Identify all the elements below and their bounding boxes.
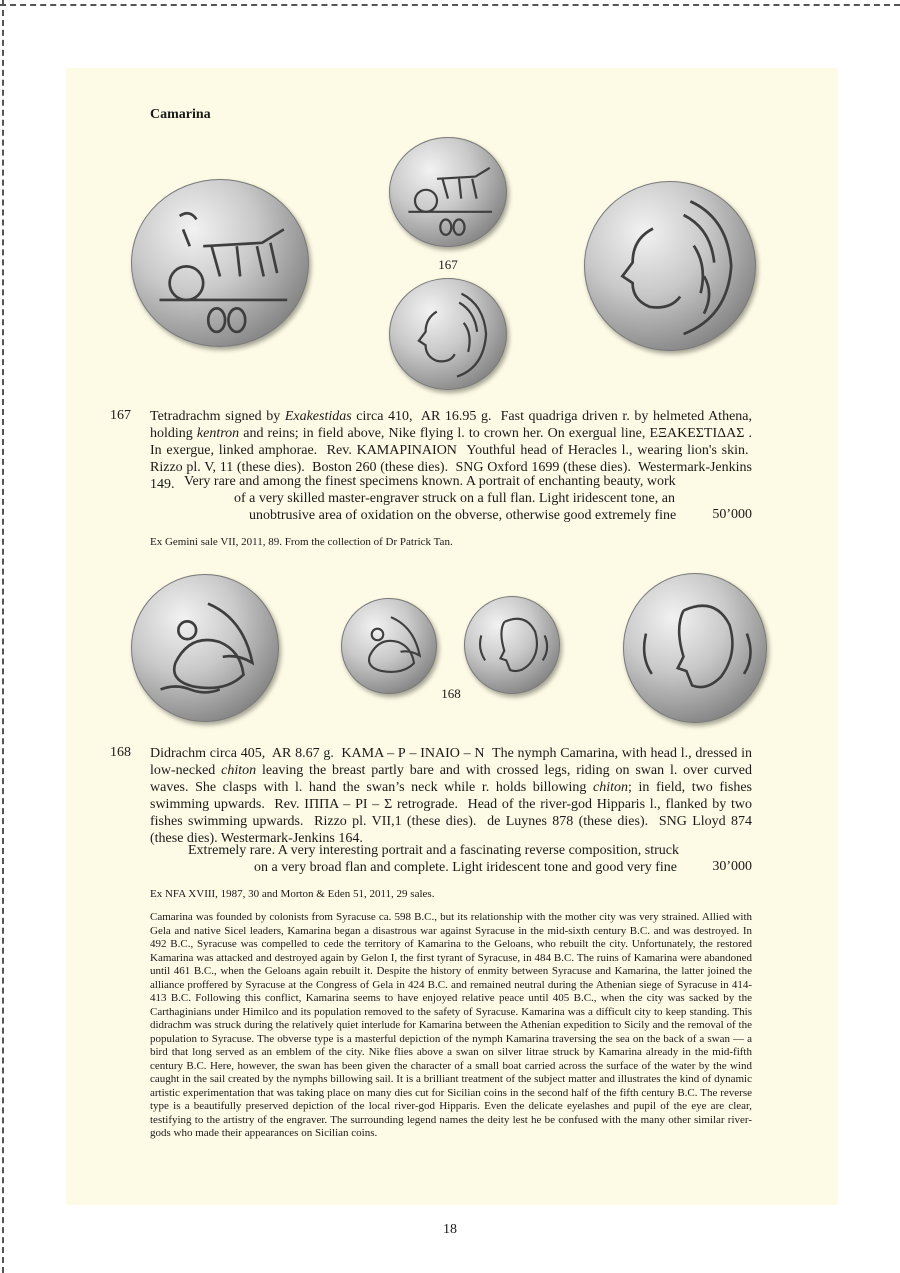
page-border-top (0, 4, 900, 6)
image-label-167: 167 (438, 257, 458, 272)
river-god-head-icon (623, 573, 767, 723)
lot-168-condition-line-1: Extremely rare. A very interesting portrait and a fascinating reverse composition, struck (188, 843, 680, 858)
coin-167-reverse-small (389, 278, 507, 390)
lot-167-provenance: Ex Gemini sale VII, 2011, 89. From the collection of Dr Patrick Tan. (150, 536, 453, 548)
nymph-on-swan-icon (341, 598, 437, 694)
coin-167-obverse-small (389, 137, 507, 247)
heracles-head-icon (584, 181, 756, 351)
lot-168-provenance: Ex NFA XVIII, 1987, 30 and Morton & Eden 51, 2011, 29 sales. (150, 888, 435, 900)
coin-168-obverse-small (341, 598, 437, 694)
section-title: Camarina (150, 107, 211, 122)
coin-168-obverse-large (131, 574, 279, 722)
lot-168-description: Didrachm circa 405, AR 8.67 g. ΚΑΜΑ – Ρ – ΙΝΑΙΟ – Ν The nymph Camarina, with head l., dressed in low-necked chiton leaving the breast partly bare and with crossed legs, riding on swan l. over curved waves. She clasps with l. hand the swan’s neck while r. holds billowing chiton; in field, two fishes swimming upwards. Rev. ΙΠΠΑ – ΡΙ – Σ retrograde. Head of the river-god Hipparis l., flanked by two fishes swimming upwards. Rizzo pl. VII,1 (these dies). de Luynes 878 (these dies). SNG Lloyd 874 (these dies). Westermark-Jenkins 164. (150, 746, 752, 846)
lot-167-price: 50’000 (712, 507, 752, 522)
image-label-168: 168 (441, 686, 461, 701)
heracles-head-icon (389, 278, 507, 390)
river-god-head-icon (464, 596, 560, 694)
page-number: 18 (443, 1222, 457, 1237)
coin-168-reverse-small (464, 596, 560, 694)
lot-167-condition-line-2: of a very skilled master-engraver struck on a full flan. Light iridescent tone, an (234, 491, 675, 506)
coin-167-obverse-large (131, 179, 309, 347)
essay-paragraph: Camarina was founded by colonists from Syracuse ca. 598 B.C., but its relationship with the mother city was very strained. Allied with Gela and native Sicel leaders, Kamarina began a disastrous war against Syracuse in the mid-sixth century B.C. and was destroyed. In 492 B.C., Syracuse was compelled to cede the territory of Kamarina to the Geloans, who rebuilt the city. Unfortunately, the restored Kamarina was attacked and destroyed again by Gelon I, the first tyrant of Syracuse, in 484 B.C. The ruins of Kamarina were abandoned until 461 B.C., when the Geloans again rebuilt it. Despite the history of enmity between Syracuse and Kamarina, the latter joined the alliance proffered by Syracuse at the Congress of Gela in 424 B.C. and remained neutral during the Athenian siege of Syracuse in 414-413 B.C. Following this conflict, Kamarina seems to have enjoyed relative peace until 405 B.C., when the city was sacked by the Carthaginians under Himilco and its population removed to the safety of Syracuse. Kamarina was a difficult city to keep standing. This didrachm was struck during the relatively quiet interlude for Kamarina between the Athenian expedition to Sicily and the removal of the population to Syracuse. The obverse type is a masterful depiction of the nymph Kamarina traversing the sea on the back of a swan — a bird that long served as an emblem of the city. Nike flies above a swan on silver litrae struck by Kamarina already in the mid-fifth century B.C. Here, however, the swan has been given the character of a small boat carried across the surface of the water by the wind caught in the sail created by the nymphs billowing sail. It is a brilliant treatment of the subject matter and illustrates the kind of dynamic artistic experimentation that was taking place on many dies cut for Sicilian coins in the second half of the fifth century B.C. The reverse type is a beautifully preserved depiction of the local river-god Hipparis. Even the delicate eyelashes and pupil of the eye are clear, testifying to the artistry of the engraver. The surrounding legend names the deity lest he be confused with the many other similar river-gods who made their appearances on Sicilian coins. (150, 911, 752, 1139)
lot-167-description: Tetradrachm signed by Exakestidas circa 410, AR 16.95 g. Fast quadriga driven r. by helmeted Athena, holding kentron and reins; in field above, Nike flying l. to crown her. On exergual line, ΕΞΑΚΕΣΤΙΔΑΣ . In exergue, linked amphorae. Rev. ΚΑΜΑΡΙΝΑΙΟΝ Youthful head of Heracles l., wearing lion's skin. Rizzo pl. V, 11 (these dies). Boston 260 (these dies). SNG Oxford 1699 (these dies). Westermark-Jenkins 149. (150, 409, 753, 492)
lot-168-condition-line-2: on a very broad flan and complete. Light iridescent tone and good very fine (254, 860, 677, 875)
nymph-on-swan-icon (131, 574, 279, 722)
lot-number-168: 168 (110, 745, 131, 760)
lot-number-167: 167 (110, 408, 131, 423)
coin-168-reverse-large (623, 573, 767, 723)
quadriga-icon (389, 137, 507, 247)
quadriga-icon (131, 179, 309, 347)
page-border-left (2, 0, 4, 1273)
lot-167-condition-line-1: Very rare and among the finest specimens known. A portrait of enchanting beauty, work (184, 474, 676, 489)
coin-167-reverse-large (584, 181, 756, 351)
lot-168-price: 30’000 (712, 859, 752, 874)
lot-167-condition-line-3: unobtrusive area of oxidation on the obverse, otherwise good extremely fine (249, 508, 677, 523)
